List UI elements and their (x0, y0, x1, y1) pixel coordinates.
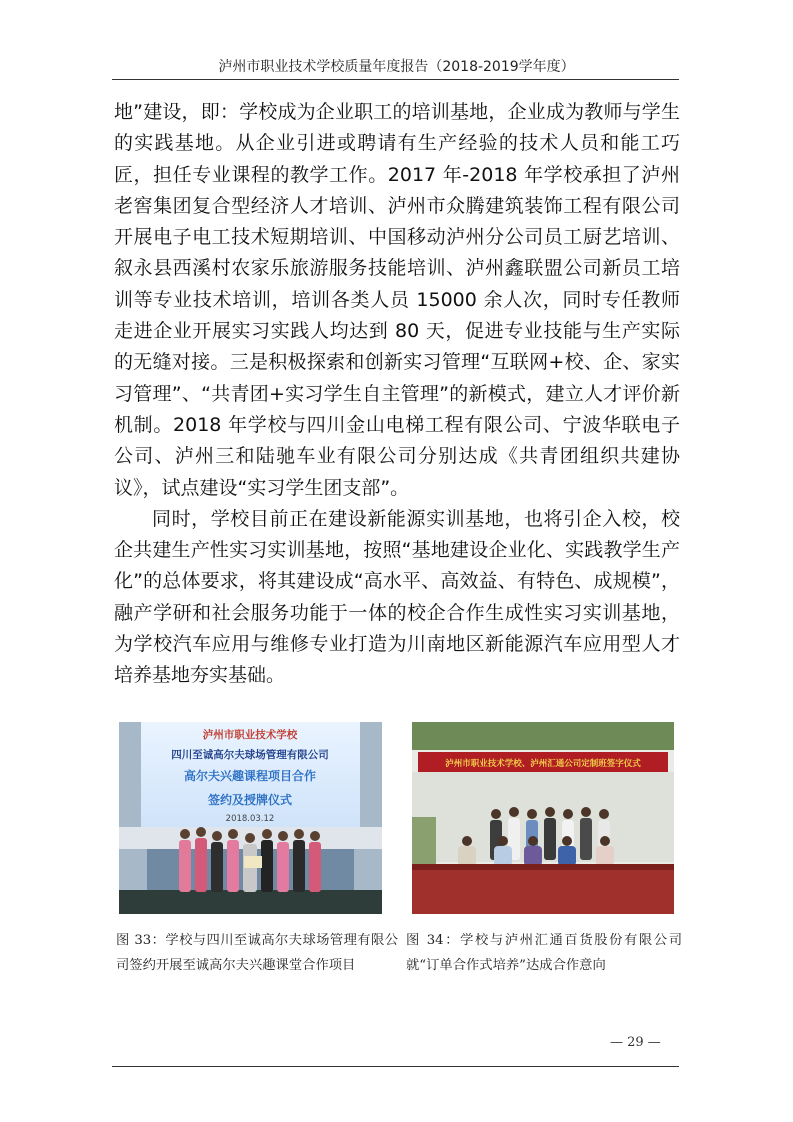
photo-huitong-signing (412, 722, 674, 914)
banner-text: 泸州市职业技术学校、泸州汇通公司定制班签字仪式 (445, 759, 641, 769)
caption-fig33: 图 33：学校与四川至诚高尔夫球场管理有限公司签约开展至诚高尔夫兴趣课堂合作项目 (116, 933, 398, 973)
banner-date: 2018.03.12 (225, 814, 275, 824)
paragraph-2: 同时，学校目前正在建设新能源实训基地，也将引企入校，校企共建生产性实习实训基地，按照“基地建设企业化、实践教学生产化”的总体要求，将其建设成“高水平、高效益、有特色、成规模”，融产学研和社会服务功能于一体的校企合作生成性实习实训基地，为学校汽车应用与维修专业打造为川南地区新能源汽车应用型人才培养基地夯实基础。 (114, 507, 680, 687)
banner-line-1: 泸州市职业技术学校 (202, 729, 298, 741)
banner-line-2: 四川至诚高尔夫球场管理有限公司 (171, 749, 329, 761)
caption-fig34: 图 34：学校与泸州汇通百货股份有限公司就“订单合作式培养”达成合作意向 (406, 933, 682, 973)
page-header: 泸州市职业技术学校质量年度报告（2018-2019学年度） (218, 59, 575, 75)
footer-rule (112, 1066, 679, 1067)
body-text (114, 97, 680, 692)
signing-table (412, 864, 674, 914)
paragraph-1: 地”建设，即：学校成为企业职工的培训基地，企业成为教师与学生的实践基地。从企业引进或聘请有生产经验的技术人员和能工巧匠，担任专业课程的教学工作。2017 年-2018 年学校承担了泸州老窖集团复合型经济人才培训、泸州市众腾建筑装饰工程有限公司开展电子电工技术短期培训、中国移动泸州分公司员工厨艺培训、叙永县西溪村农家乐旅游服务技能培训、泸州鑫联盟公司新员工培训等专业技术培训，培训各类人员 15000 余人次，同时专任教师走进企业开展实习实践人均达到 80 天，促进专业技能与生产实际的无缝对接。三是积极探索和创新实习管理“互联网+校、企、家实习管理”、“共青团+实习学生自主管理”的新模式，建立人才评价新机制。2018 年学校与四川金山电梯工程有限公司、宁波华联电子公司、泸州三和陆驰车业有限公司分别达成《共青团组织共建协议》，试点建设“实习学生团支部”。 (114, 101, 680, 499)
page-number: — 29 — (610, 1035, 661, 1050)
plaque (244, 856, 262, 868)
header-rule (112, 79, 679, 80)
banner-line-4: 签约及授牌仪式 (207, 793, 293, 807)
photo-golf-signing (119, 722, 382, 914)
banner-line-3: 高尔夫兴趣课程项目合作 (183, 769, 317, 783)
